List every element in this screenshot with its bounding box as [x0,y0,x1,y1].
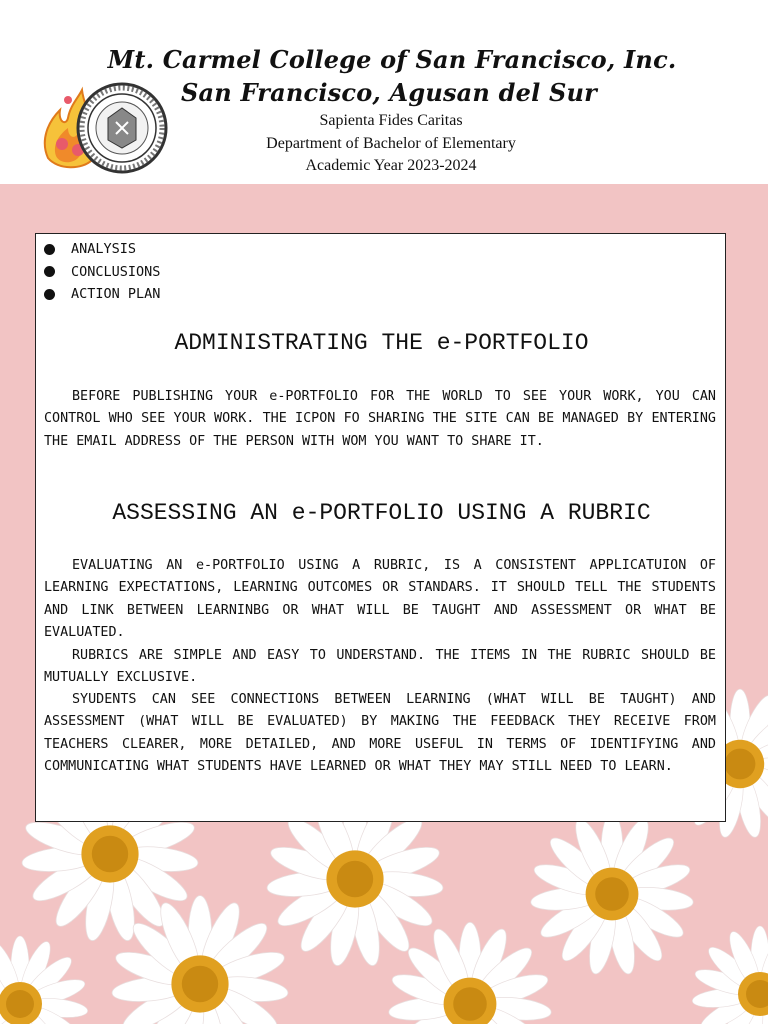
daisy-flower-icon [0,936,89,1024]
paragraph-evaluating: EVALUATING AN e-PORTFOLIO USING A RUBRIC, IS A CONSISTENT APPLICATUION OF LEARNING EXPECTATIONS, LEARNING OUTCOMES OR STANDARS. IT SHOULD TELL THE STUDENTS AND LINK BETWEEN LEARNINBG OR WHAT WILL BE TAUGHT AND ASSESSMENT OR WHAT BE EVALUATED. [44,558,716,640]
letterhead [0,0,768,184]
academic-year: Academic Year 2023-2024 [305,157,477,174]
list-item: ACTION PLAN [44,283,160,306]
content-card [35,233,726,822]
section-heading-administrating: ADMINISTRATING THE e-PORTFOLIO [174,330,589,356]
bullet-icon [44,289,55,300]
list-item: CONCLUSIONS [44,261,160,284]
department: Department of Bachelor of Elementary [266,135,516,152]
bullet-list [44,238,160,306]
daisy-flower-icon [111,896,289,1024]
college-name: Mt. Carmel College of San Francisco, Inc. [107,45,677,74]
paragraph-administrating: BEFORE PUBLISHING YOUR e-PORTFOLIO FOR THE WORLD TO SEE YOUR WORK, YOU CAN CONTROL WHO SEE YOUR WORK. THE ICPON FO SHARING THE SITE CAN BE MANAGED BY ENTERING THE EMAIL ADDRESS OF THE PERSON WITH WOM YOU WANT TO SHARE IT. [44,389,716,449]
section-heading-assessing: ASSESSING AN e-PORTFOLIO USING A RUBRIC [112,500,651,526]
paragraph-rubrics: RUBRICS ARE SIMPLE AND EASY TO UNDERSTAND. THE ITEMS IN THE RUBRIC SHOULD BE MUTUALLY EXCLUSIVE. [44,648,716,686]
daisy-flower-icon [691,926,768,1024]
motto: Sapienta Fides Caritas [319,112,463,129]
bullet-icon [44,266,55,277]
daisy-flower-icon [388,922,553,1024]
paragraph-connections: SYUDENTS CAN SEE CONNECTIONS BETWEEN LEARNING (WHAT WILL BE TAUGHT) AND ASSESSMENT (WHAT WILL BE EVALUATED) BY MAKING THE FEEDBACK THEY RECEIVE FROM TEACHERS CLEARER, MORE DETAILED, AND MORE USEFUL IN TERMS OF IDENTIFYING AND COMMUNICATING WHAT STUDENTS HAVE LEARNED OR WHAT THEY MAY STILL NEED TO LEARN. [44,692,716,774]
college-location: San Francisco, Agusan del Sur [181,78,597,107]
daisy-flower-icon [530,812,695,976]
bullet-icon [44,244,55,255]
list-item: ANALYSIS [44,238,160,261]
